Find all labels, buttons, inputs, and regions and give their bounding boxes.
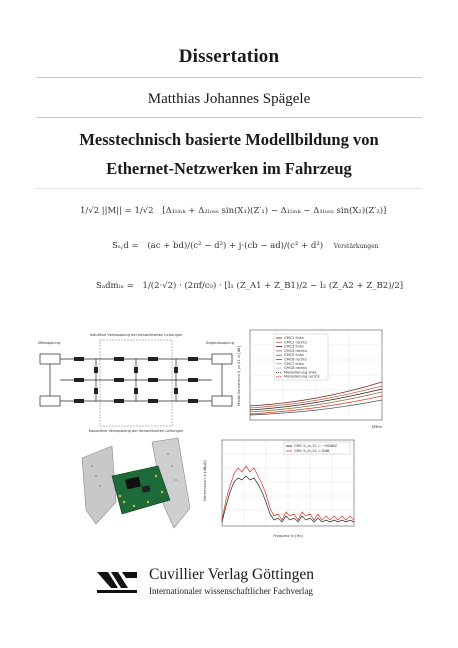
formula-2-left: Sₛ,d = — [112, 241, 139, 251]
publisher-name: Cuvillier Verlag Göttingen — [149, 566, 315, 583]
chart1-legend-item: CMC7 links — [284, 361, 304, 366]
schematic-header: Induktive Verkopplung der benachbarten Leitungen — [89, 333, 183, 337]
chart1-legend — [274, 334, 328, 380]
chart1-legend-item: CMC3 links — [284, 344, 304, 349]
chart1-legend-item: CMC1 links — [284, 336, 304, 340]
formula-2-right: (ac + bd)/(c² − d²) + j·(cb − ad)/(c² + d²) — [147, 241, 324, 251]
formula-3 — [96, 281, 403, 291]
chart1-legend-item: CMC6 rechts — [284, 357, 307, 362]
divider-middle — [36, 117, 422, 118]
chart1-legend-item: CMC2 rechts — [284, 340, 307, 345]
divider-top — [36, 77, 422, 78]
chart2-legend — [284, 442, 350, 454]
schematic-left-tag: Mitkopplung — [38, 341, 61, 345]
chart2-legend-item: CMC S_cc,21 = 8dB — [294, 449, 330, 453]
formula-1-left: 1/√2 ||M|| = 1/√2 — [80, 206, 154, 216]
schematic-right-tag: Gegenkopplung — [205, 341, 234, 345]
pcb-photo — [78, 436, 198, 530]
circuit-schematic-figure — [36, 330, 236, 436]
schematic-footer: Kapazitive Verkopplung der benachbarten Leitungen — [88, 429, 184, 433]
chart1-xlabel: f/MHz — [371, 425, 382, 429]
chart1-legend-item: CMC4 rechts — [284, 348, 307, 353]
divider-bottom — [36, 188, 422, 189]
document-kind: Dissertation — [178, 46, 280, 67]
formula-1 — [80, 206, 386, 216]
title-line-1: Messtechnisch basierte Modellbildung von — [79, 130, 379, 149]
chart2-legend-item: CMC S_cc,21 = −60dBZ — [294, 444, 338, 448]
circuit-schematic — [36, 330, 236, 436]
author-name: Matthias Johannes Spägele — [147, 91, 311, 107]
modal-conversion-chart — [236, 326, 386, 432]
publisher-tagline: Internationaler wissenschaftlicher Fachverlag — [149, 586, 313, 596]
emission-chart — [200, 436, 360, 542]
chart2-xlabel: Frequenz in [Hz] — [273, 534, 303, 538]
formula-1-right: [Δ₁ₗᵢₙₖ + Δ₂ₗₒₛₛ sin(X₁)(Z′₁) − Δ₁ₗᵢₙₖ − Δ₁ₗₒₛₛ sin(X₂)(Z′₂)] — [162, 206, 387, 216]
formula-3-right: 1/(2·√2) · (2πf/c₀) · [l₁ (Z_A1 + Z_B1)/2 − l₂ (Z_A2 + Z_B2)/2] — [142, 281, 404, 291]
formula-3-left: Sₐdmᵢₙ = — [96, 281, 134, 291]
chart2-ylabel: Störemission in [dBµA] — [203, 460, 207, 502]
formula-2 — [112, 241, 379, 251]
cuvillier-logo-icon — [94, 566, 140, 596]
title-line-2: Ethernet-Netzwerken im Fahrzeug — [106, 159, 352, 178]
formula-2-note: Verstärkungen — [333, 243, 379, 250]
chart1-legend-item: CMC5 links — [284, 353, 304, 358]
chart1-legend-item: Modellierung rechts — [284, 374, 320, 379]
chart1-ylabel: Modal Konversion S_cc,21 in [dB] — [237, 346, 241, 406]
chart1-legend-item: CMC8 rechts — [284, 366, 307, 371]
chart1-legend-item: Modellierung links — [284, 370, 317, 375]
